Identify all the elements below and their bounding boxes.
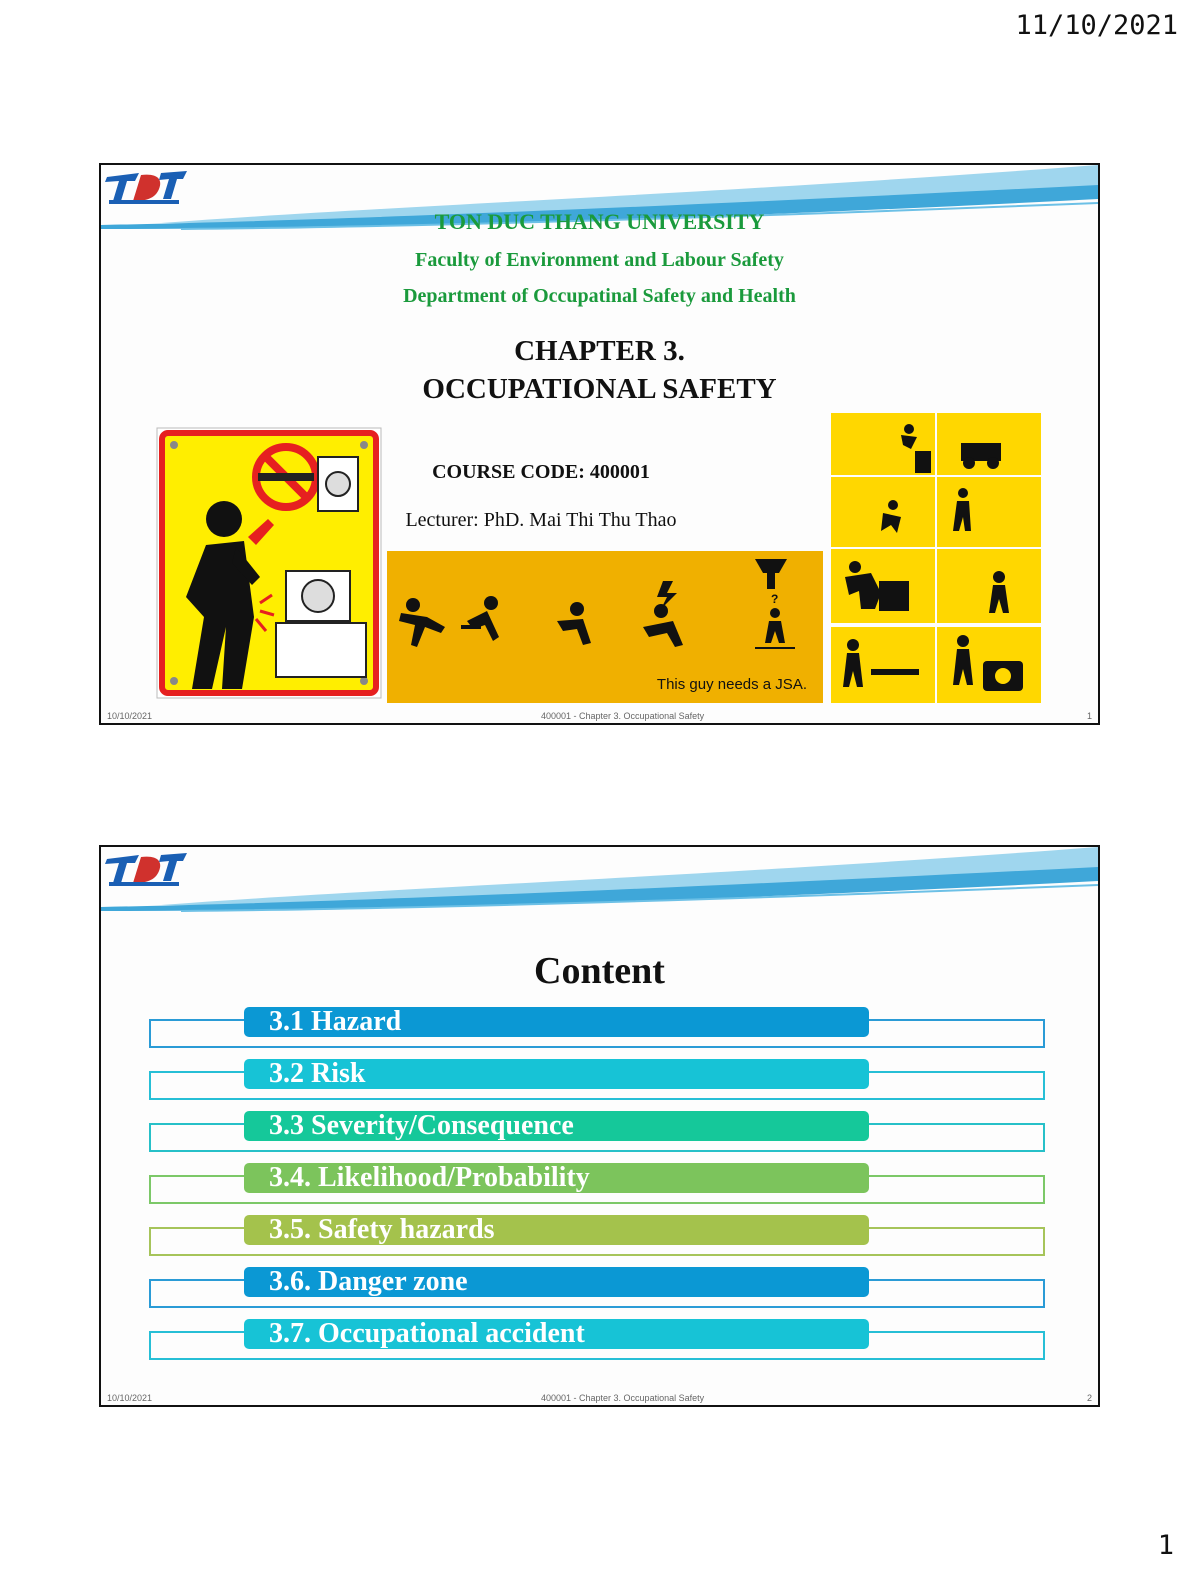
svg-text:?: ?: [771, 592, 779, 606]
list-item-label: 3.6. Danger zone: [244, 1267, 869, 1297]
footer-date: 10/10/2021: [107, 711, 153, 721]
list-item-label: 3.7. Occupational accident: [244, 1319, 869, 1349]
footer-course: 400001 - Chapter 3. Occupational Safety: [541, 1393, 705, 1403]
list-item-label: 3.3 Severity/Consequence: [244, 1111, 869, 1141]
list-item-label: 3.5. Safety hazards: [244, 1215, 869, 1245]
jsa-banner: [387, 551, 823, 703]
footer-slide-number: 1: [1086, 711, 1092, 721]
content-list-item: [149, 1110, 1047, 1153]
slide-footer: [101, 1391, 1098, 1403]
slide-footer: [101, 709, 1098, 721]
department-name: Department of Occupatinal Safety and Health: [403, 285, 796, 307]
content-title: Content: [534, 950, 665, 992]
content-list-item: [149, 1214, 1047, 1257]
list-item-label: 3.1 Hazard: [244, 1007, 869, 1037]
slide-content: [99, 845, 1100, 1407]
content-list-item: [149, 1058, 1047, 1101]
jsa-caption: This guy needs a JSA.: [656, 676, 807, 693]
page-number: 1: [1157, 1530, 1174, 1561]
faculty-name: Faculty of Environment and Labour Safety: [415, 249, 784, 271]
university-name: TON DUC THANG UNIVERSITY: [434, 209, 765, 234]
list-item-label: 3.4. Likelihood/Probability: [244, 1163, 869, 1193]
hazard-pictogram-grid-image: [831, 413, 1041, 703]
course-code: COURSE CODE: 400001: [432, 461, 650, 483]
machine-hazard-sign-image: [156, 427, 382, 699]
list-item-label: 3.2 Risk: [244, 1059, 869, 1089]
header-swoosh: [101, 847, 1098, 937]
page-date: 11/10/2021: [1015, 10, 1178, 41]
footer-course: 400001 - Chapter 3. Occupational Safety: [541, 711, 705, 721]
content-list-item: [149, 1318, 1047, 1361]
university-logo: [105, 169, 187, 205]
content-list-item: [149, 1266, 1047, 1309]
footer-slide-number: 2: [1086, 1393, 1092, 1403]
chapter-title: OCCUPATIONAL SAFETY: [422, 373, 777, 405]
slide-title: [99, 163, 1100, 725]
content-list-item: [149, 1006, 1047, 1049]
content-list-item: [149, 1162, 1047, 1205]
lecturer-name: Lecturer: PhD. Mai Thi Thu Thao: [405, 509, 677, 531]
university-logo: [105, 851, 187, 887]
footer-date: 10/10/2021: [107, 1393, 153, 1403]
chapter-number: CHAPTER 3.: [514, 335, 685, 367]
